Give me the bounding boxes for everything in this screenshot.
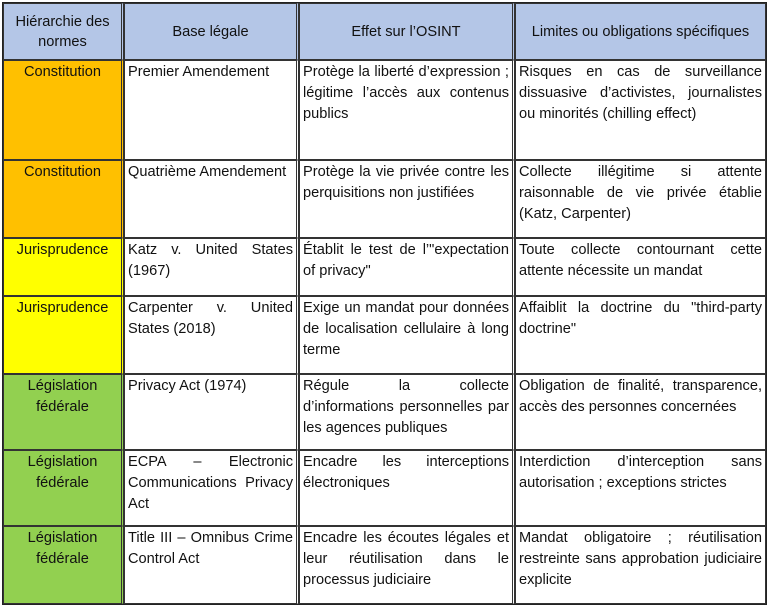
effect-cell: Encadre les interceptions électroniques [299, 450, 515, 526]
base-cell: Premier Amendement [124, 60, 299, 160]
limits-cell: Affaiblit la doctrine du "third-party doctrine" [515, 296, 766, 373]
level-cell: Jurisprudence [3, 238, 124, 296]
base-cell: ECPA – Electronic Communications Privacy Act [124, 450, 299, 526]
header-osint-effect: Effet sur l’OSINT [299, 3, 515, 60]
effect-cell: Protège la vie privée contre les perquisitions non justifiées [299, 160, 515, 238]
limits-cell: Risques en cas de surveillance dissuasive d’activistes, journalistes ou minorités (chilling effect) [515, 60, 766, 160]
table-row [3, 238, 766, 296]
level-cell: Législation fédérale [3, 526, 124, 604]
norms-table [2, 2, 767, 605]
effect-cell: Exige un mandat pour données de localisation cellulaire à long terme [299, 296, 515, 373]
header-hierarchy: Hiérarchie des normes [3, 3, 124, 60]
effect-cell: Encadre les écoutes légales et leur réutilisation dans le processus judiciaire [299, 526, 515, 604]
effect-cell: Établit le test de l’"expectation of privacy" [299, 238, 515, 296]
table-row [3, 160, 766, 238]
level-cell: Législation fédérale [3, 374, 124, 450]
base-cell: Title III – Omnibus Crime Control Act [124, 526, 299, 604]
base-cell: Quatrième Amendement [124, 160, 299, 238]
limits-cell: Toute collecte contournant cette attente nécessite un mandat [515, 238, 766, 296]
table-row [3, 450, 766, 526]
level-cell: Constitution [3, 60, 124, 160]
level-cell: Constitution [3, 160, 124, 238]
header-row [3, 3, 766, 60]
effect-cell: Régule la collecte d’informations personnelles par les agences publiques [299, 374, 515, 450]
table-row [3, 296, 766, 373]
level-cell: Jurisprudence [3, 296, 124, 373]
limits-cell: Obligation de finalité, transparence, accès des personnes concernées [515, 374, 766, 450]
table-header [3, 3, 766, 60]
limits-cell: Mandat obligatoire ; réutilisation restreinte sans approbation judiciaire explicite [515, 526, 766, 604]
table-row [3, 526, 766, 604]
base-cell: Carpenter v. United States (2018) [124, 296, 299, 373]
table-body [3, 60, 766, 604]
limits-cell: Collecte illégitime si attente raisonnable de vie privée établie (Katz, Carpenter) [515, 160, 766, 238]
table-row [3, 374, 766, 450]
limits-cell: Interdiction d’interception sans autorisation ; exceptions strictes [515, 450, 766, 526]
header-legal-basis: Base légale [124, 3, 299, 60]
base-cell: Privacy Act (1974) [124, 374, 299, 450]
base-cell: Katz v. United States (1967) [124, 238, 299, 296]
header-limits: Limites ou obligations spécifiques [515, 3, 766, 60]
level-cell: Législation fédérale [3, 450, 124, 526]
table-row [3, 60, 766, 160]
effect-cell: Protège la liberté d’expression ; légitime l’accès aux contenus publics [299, 60, 515, 160]
